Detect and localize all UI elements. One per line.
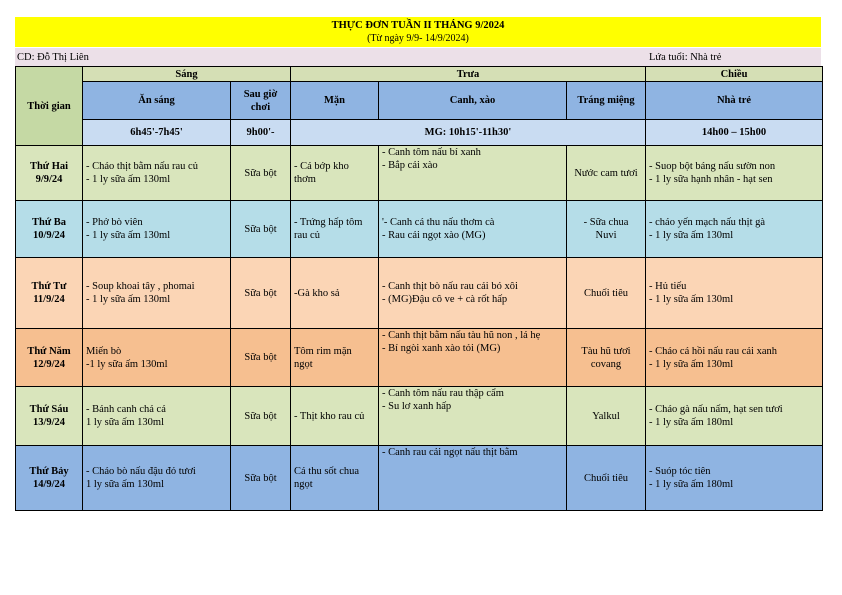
table-row <box>16 146 823 201</box>
day-date: 13/9/24 <box>32 417 66 428</box>
afternoon-cell <box>646 446 823 511</box>
dessert-cell <box>567 387 646 446</box>
afternoon-cell-line: - Cháo cá hồi nấu rau cải xanh <box>649 345 777 357</box>
afternoon-cell-line: - Suóp tóc tiên <box>649 466 711 477</box>
dessert-cell-line: Chuối tiêu <box>583 287 629 299</box>
soup-cell-line: '- Canh cá thu nấu thơm cà <box>382 217 495 228</box>
salty-cell-line: Tôm rim mặn <box>294 345 352 357</box>
snack-cell: Sữa bột <box>231 201 291 258</box>
breakfast-cell <box>83 446 231 511</box>
dessert-cell <box>567 446 646 511</box>
dessert-cell-line: Nuvi <box>595 230 617 241</box>
salty-cell-line: rau củ <box>294 230 320 241</box>
afternoon-cell-line: - 1 ly sữa ấm 180ml <box>649 417 734 428</box>
dessert-cell <box>567 329 646 387</box>
dessert-cell <box>567 258 646 329</box>
afternoon-cell-line: - 1 ly sữa ấm 130ml <box>649 230 734 241</box>
dessert-cell-line: Yalkul <box>592 410 620 422</box>
time-header: Thời gian <box>16 67 83 146</box>
soup-cell <box>379 446 567 511</box>
morning-header: Sáng <box>83 67 291 82</box>
afternoon-cell-line: - 1 ly sữa ấm 180ml <box>649 479 734 490</box>
salty-cell <box>291 387 379 446</box>
soup-cell <box>379 258 567 329</box>
soup-cell-line: - (MG)Đậu cô ve + cà rốt hấp <box>382 294 508 305</box>
noon-time: MG: 10h15'-11h30' <box>291 120 646 146</box>
breakfast-cell-line: - 1 ly sữa ấm 130ml <box>86 174 171 185</box>
afternoon-cell-line: - 1 ly sữa ấm 130ml <box>649 294 734 305</box>
breakfast-cell-line: - 1 ly sữa ấm 130ml <box>86 294 171 305</box>
info-band <box>15 48 821 66</box>
salty-cell-line: Cá thu sốt chua <box>294 466 360 477</box>
breakfast-cell <box>83 258 231 329</box>
after-play-time: 9h00'- <box>231 120 291 146</box>
day-name: Thứ Tư <box>31 281 67 292</box>
soup-cell <box>379 201 567 258</box>
title-band <box>15 17 821 47</box>
soup-cell-line: - Canh thịt bằm nấu tàu hũ non , lá hẹ <box>382 330 541 341</box>
day-date: 9/9/24 <box>35 174 63 185</box>
day-cell <box>16 387 83 446</box>
salty-cell-line: - Trứng hấp tôm <box>294 217 363 228</box>
breakfast-cell-line: 1 ly sữa ấm 130ml <box>86 479 165 490</box>
day-cell <box>16 258 83 329</box>
after-play-header: Sau giờ chơi <box>231 82 291 120</box>
breakfast-cell <box>83 201 231 258</box>
dessert-header: Tráng miệng <box>567 82 646 120</box>
breakfast-cell-line: - Bánh canh chả cá <box>86 404 166 415</box>
afternoon-cell <box>646 146 823 201</box>
dessert-cell-line: Chuối tiêu <box>583 472 629 484</box>
soup-cell <box>379 329 567 387</box>
soup-cell-line: - Canh thịt bò nấu rau cải bó xôi <box>382 281 518 292</box>
day-name: Thứ Bảy <box>29 466 69 477</box>
breakfast-cell-line: - Cháo bò nấu đậu đỏ tươi <box>86 466 196 477</box>
table-row <box>16 201 823 258</box>
soup-cell <box>379 146 567 201</box>
salty-cell-line: -Gà kho sả <box>294 287 340 299</box>
teacher-label: CD: Đỗ Thị Liên <box>17 52 89 63</box>
breakfast-cell-line: - Soup khoai tây , phomai <box>86 281 195 292</box>
snack-cell: Sữa bột <box>231 146 291 201</box>
salty-cell <box>291 329 379 387</box>
snack-cell: Sữa bột <box>231 329 291 387</box>
weekly-menu-table <box>15 66 823 511</box>
salty-cell-line: ngọt <box>294 479 313 490</box>
afternoon-cell-line: - cháo yến mạch nấu thịt gà <box>649 217 766 228</box>
menu-subtitle: (Từ ngày 9/9- 14/9/2024) <box>367 33 469 44</box>
breakfast-cell <box>83 329 231 387</box>
afternoon-cell <box>646 258 823 329</box>
day-name: Thứ Ba <box>31 217 67 228</box>
afternoon-cell-line: - 1 ly sữa hạnh nhân - hạt sen <box>649 174 773 185</box>
breakfast-cell <box>83 146 231 201</box>
afternoon-cell <box>646 201 823 258</box>
nursery-header: Nhà trẻ <box>646 82 823 120</box>
soup-cell-line: - Rau cải ngọt xào (MG) <box>382 230 486 241</box>
afternoon-cell-line: - Suop bột báng nấu sườn non <box>649 161 776 172</box>
salty-cell-line: ngọt <box>294 358 313 370</box>
soup-cell-line: - Bí ngòi xanh xào tỏi (MG) <box>382 343 501 354</box>
afternoon-cell-line: - 1 ly sữa ấm 130ml <box>649 358 734 370</box>
age-group-label: Lứa tuổi: Nhà trẻ <box>649 52 722 63</box>
snack-cell: Sữa bột <box>231 446 291 511</box>
afternoon-cell-line: - Hủ tiếu <box>649 281 687 292</box>
day-date: 12/9/24 <box>32 358 66 370</box>
soup-cell-line: - Su lơ xanh hấp <box>382 401 452 412</box>
day-date: 11/9/24 <box>33 294 65 305</box>
breakfast-cell-line: 1 ly sữa ấm 130ml <box>86 417 165 428</box>
breakfast-cell <box>83 387 231 446</box>
table-row <box>16 446 823 511</box>
salty-cell <box>291 446 379 511</box>
soup-cell-line: - Canh rau cải ngọt nấu thịt bằm <box>382 447 518 458</box>
table-row <box>16 329 823 387</box>
salty-cell <box>291 258 379 329</box>
afternoon-cell <box>646 387 823 446</box>
soup-cell-line: - Canh tôm nấu rau thập cẩm <box>382 388 504 399</box>
header-row-times <box>16 120 823 146</box>
dessert-cell <box>567 146 646 201</box>
day-name: Thứ Năm <box>27 345 71 357</box>
soup-cell-line: - Bắp cải xào <box>382 160 438 171</box>
snack-cell: Sữa bột <box>231 387 291 446</box>
noon-header: Trưa <box>291 67 646 82</box>
menu-title: THỰC ĐƠN TUẦN II THÁNG 9/2024 <box>331 20 505 31</box>
salty-cell-line: thơm <box>294 174 316 185</box>
salty-cell-line: - Thịt kho rau củ <box>294 410 365 422</box>
header-row-meals <box>16 82 823 120</box>
salty-cell-line: - Cá bớp kho <box>294 161 349 172</box>
afternoon-header: Chiều <box>646 67 823 82</box>
breakfast-cell-line: -1 ly sữa ấm 130ml <box>86 358 168 370</box>
breakfast-cell-line: - 1 ly sữa ấm 130ml <box>86 230 171 241</box>
dessert-cell-line: - Sữa chua <box>583 217 629 228</box>
breakfast-cell-line: - Phở bò viên <box>86 217 143 228</box>
afternoon-cell <box>646 329 823 387</box>
breakfast-cell-line: - Cháo thịt bằm nấu rau củ <box>86 161 198 172</box>
afternoon-time: 14h00 – 15h00 <box>646 120 823 146</box>
day-cell <box>16 146 83 201</box>
soup-cell-line: - Canh tôm nấu bí xanh <box>382 147 481 158</box>
day-name: Thứ Hai <box>29 161 69 172</box>
header-row-sessions <box>16 67 823 82</box>
salty-header: Mặn <box>291 82 379 120</box>
day-cell <box>16 446 83 511</box>
soup-header: Canh, xào <box>379 82 567 120</box>
soup-cell <box>379 387 567 446</box>
dessert-cell-line: covang <box>590 358 622 370</box>
salty-cell <box>291 146 379 201</box>
breakfast-cell-line: Miến bò <box>86 345 122 357</box>
day-cell <box>16 201 83 258</box>
day-date: 10/9/24 <box>32 230 66 241</box>
menu-body <box>16 146 823 511</box>
day-cell <box>16 329 83 387</box>
snack-cell: Sữa bột <box>231 258 291 329</box>
day-name: Thứ Sáu <box>29 404 69 415</box>
dessert-cell-line: Nước cam tươi <box>574 167 638 179</box>
table-row <box>16 258 823 329</box>
salty-cell <box>291 201 379 258</box>
dessert-cell-line: Tàu hũ tươi <box>581 345 631 357</box>
table-row <box>16 387 823 446</box>
breakfast-time: 6h45'-7h45' <box>83 120 231 146</box>
afternoon-cell-line: - Cháo gà nấu nấm, hạt sen tươi <box>649 404 783 415</box>
dessert-cell <box>567 201 646 258</box>
breakfast-header: Ăn sáng <box>83 82 231 120</box>
day-date: 14/9/24 <box>32 479 66 490</box>
